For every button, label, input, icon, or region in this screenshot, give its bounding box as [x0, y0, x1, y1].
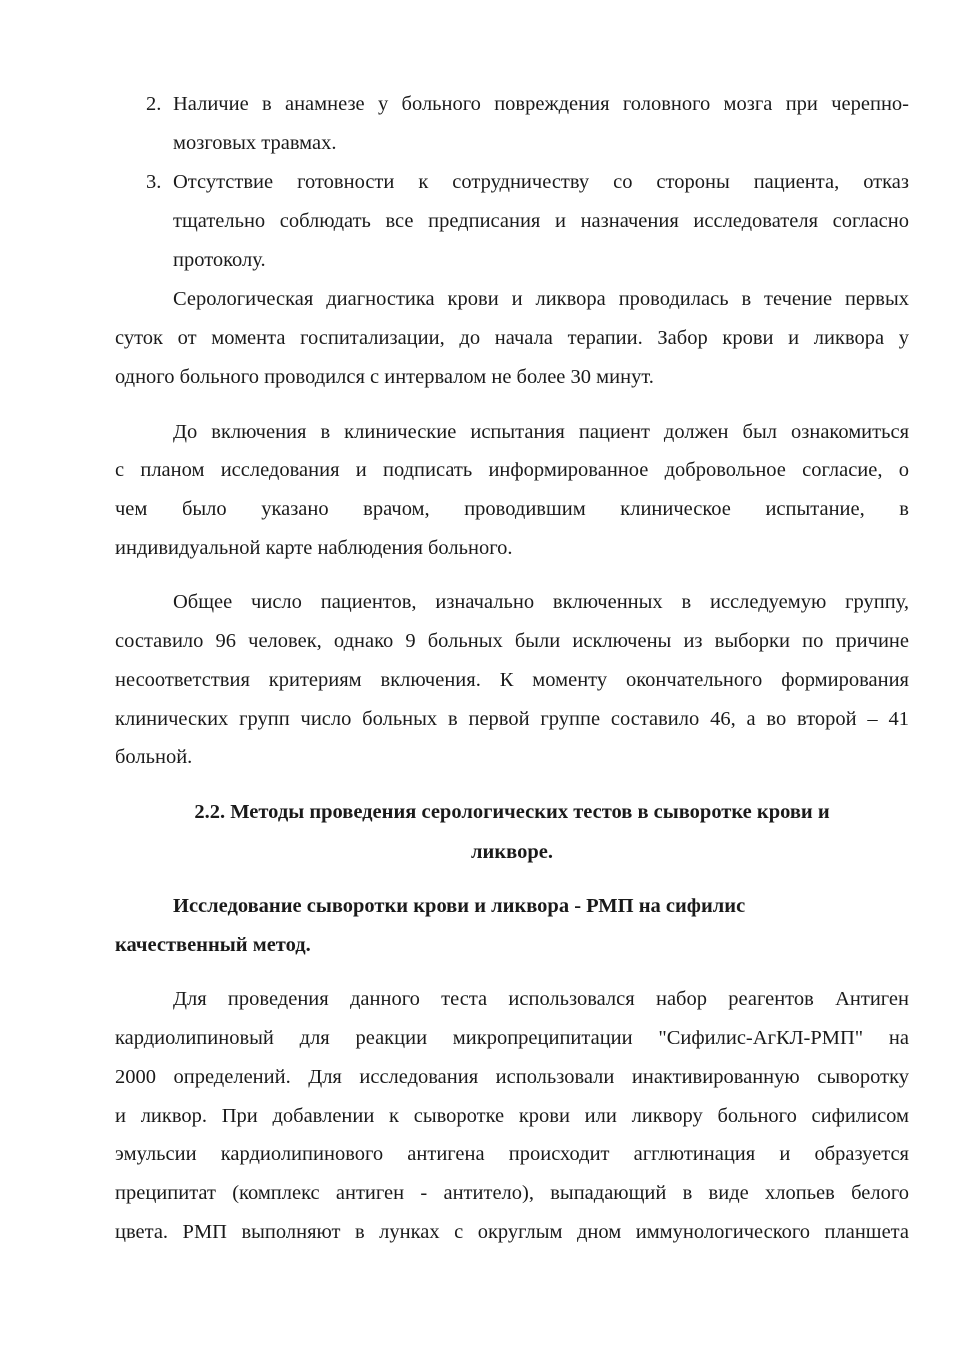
list-item-line: Наличие в анамнезе у больного повреждения головного мозга при черепно- — [173, 93, 909, 115]
paragraph-line: и ликвор. При добавлении к сыворотке крови или ликвору больного сифилисом — [115, 1105, 909, 1127]
paragraph-line: несоответствия критериям включения. К моменту окончательного формирования — [115, 669, 909, 691]
paragraph-line: с планом исследования и подписать информированное добровольное согласие, о — [115, 459, 909, 481]
paragraph-line: 2000 определений. Для исследования использовали инактивированную сыворотку — [115, 1066, 909, 1088]
paragraph-line: индивидуальной карте наблюдения больного. — [115, 537, 513, 559]
list-item-line: мозговых травмах. — [173, 132, 337, 154]
list-item-line: тщательно соблюдать все предписания и назначения исследователя согласно — [173, 210, 909, 232]
paragraph-line: чем было указано врачом, проводившим клиническое испытание, в — [115, 498, 909, 520]
list-number: 3. — [146, 171, 162, 193]
paragraph-line: преципитат (комплекс антиген - антитело), выпадающий в виде хлопьев белого — [115, 1182, 909, 1204]
paragraph-line: клинических групп число больных в первой группе составило 46, а во второй – 41 — [115, 708, 909, 730]
paragraph-line: Для проведения данного теста использовался набор реагентов Антиген — [173, 988, 909, 1010]
paragraph-line: До включения в клинические испытания пациент должен был ознакомиться — [173, 421, 909, 443]
subheading: Исследование сыворотки крови и ликвора - РМП на сифилис — [173, 895, 746, 917]
list-item-line: протоколу. — [173, 249, 266, 271]
paragraph-line: Серологическая диагностика крови и ликвора проводилась в течение первых — [173, 288, 909, 310]
paragraph-line: одного больного проводился с интервалом не более 30 минут. — [115, 366, 654, 388]
paragraph-line: составило 96 человек, однако 9 больных были исключены из выборки по причине — [115, 630, 909, 652]
paragraph-line: суток от момента госпитализации, до начала терапии. Забор крови и ликвора у — [115, 327, 909, 349]
paragraph-line: больной. — [115, 746, 193, 768]
paragraph-line: кардиолипиновый для реакции микропреципитации "Сифилис-АгКЛ-РМП" на — [115, 1027, 909, 1049]
section-heading: 2.2. Методы проведения серологических тестов в сыворотке крови и — [194, 801, 830, 823]
paragraph-line: цвета. РМП выполняют в лунках с округлым дном иммунологического планшета — [115, 1221, 909, 1243]
section-heading: ликворе. — [471, 841, 553, 863]
list-number: 2. — [146, 93, 162, 115]
paragraph-line: Общее число пациентов, изначально включенных в исследуемую группу, — [173, 591, 909, 613]
list-item-line: Отсутствие готовности к сотрудничеству со стороны пациента, отказ — [173, 171, 909, 193]
subheading: качественный метод. — [115, 934, 311, 956]
paragraph-line: эмульсии кардиолипинового антигена происходит агглютинация и образуется — [115, 1143, 909, 1165]
